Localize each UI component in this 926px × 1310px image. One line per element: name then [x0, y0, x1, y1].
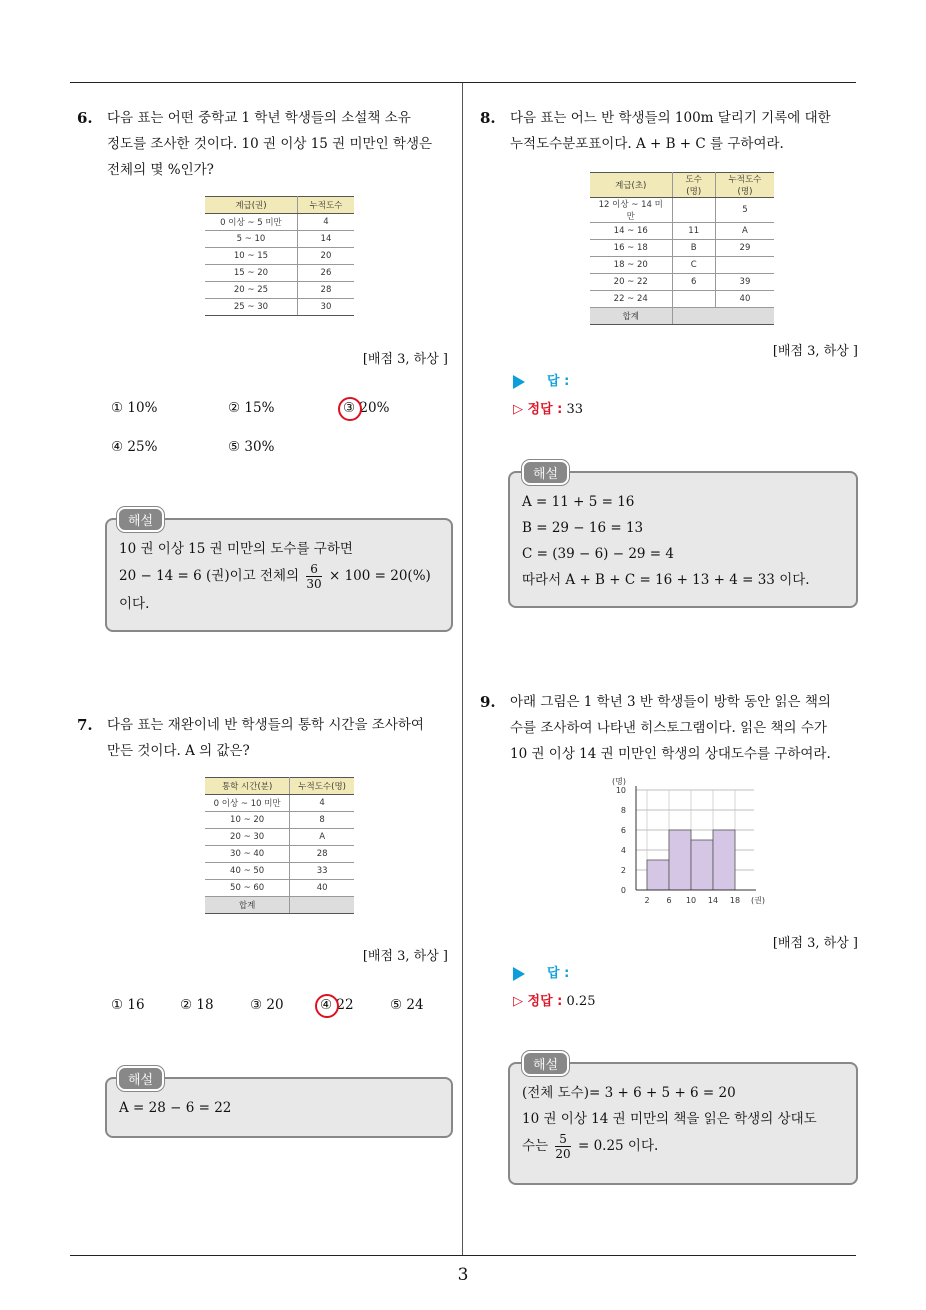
play-icon	[513, 967, 525, 981]
table-row: 0 이상 ~ 5 미만 4	[205, 214, 354, 231]
choice-1[interactable]: ① 16	[111, 997, 145, 1013]
explanation-label: 해설	[117, 507, 164, 532]
fraction: $\frac{5}{20}$	[555, 1132, 571, 1161]
play-icon	[513, 375, 525, 389]
x-tick-label: 10	[685, 896, 697, 905]
y-axis-label: (명)	[612, 777, 626, 786]
page-number: 3	[457, 1265, 469, 1285]
table-row: 10 ~ 15 20	[205, 248, 354, 265]
answer-circle-mark	[315, 994, 339, 1018]
q6-score: [배점 3, 하상 ]	[362, 352, 448, 367]
table-row: 20 ~ 25 28	[205, 282, 354, 299]
table-row: 12 이상 ~ 14 미만 5	[590, 198, 774, 223]
table-row: 합계	[590, 308, 774, 325]
question-number: 6.	[77, 109, 93, 127]
table-row: 합계	[205, 897, 354, 914]
table-row: 16 ~ 18 B 29	[590, 240, 774, 257]
table-row: 22 ~ 24 40	[590, 291, 774, 308]
x-tick-label: 18	[729, 896, 741, 905]
triangle-outline-icon: ▷	[513, 402, 528, 417]
q8-table: 계급(초) 도수(명) 누적도수(명) 12 이상 ~ 14 미만 5 14 ~ 16 11 A 16 ~ 18 B 29 18 ~ 20 C 20 ~ 22 6 39 22 ~ 24 40 합계	[590, 172, 774, 325]
q8-score: [배점 3, 하상 ]	[772, 344, 858, 359]
q6-table: 계급(권) 누적도수 0 이상 ~ 5 미만 4 5 ~ 10 14 10 ~ 15 20 15 ~ 20 26 20 ~ 25 28 25 ~ 30 30	[205, 196, 354, 316]
table-row: 18 ~ 20 C	[590, 257, 774, 274]
question-number: 8.	[480, 109, 496, 127]
table-row: 50 ~ 60 40	[205, 880, 354, 897]
q9-key-row: ▷ 정답 : 0.25	[513, 994, 596, 1009]
choice-2[interactable]: ② 18	[180, 997, 214, 1013]
choice-4[interactable]: ④ 25%	[111, 439, 158, 455]
question-9	[480, 689, 865, 767]
y-tick-label: 2	[620, 866, 626, 875]
explanation-label: 해설	[522, 1051, 569, 1076]
table-row: 40 ~ 50 33	[205, 863, 354, 880]
q9-answer-row: 답 :	[513, 962, 569, 981]
table-row: 0 이상 ~ 10 미만 4	[205, 795, 354, 812]
choice-3[interactable]: ③ 20	[250, 997, 284, 1013]
choice-3[interactable]: ③ 20%	[343, 400, 390, 416]
choice-4[interactable]: ④ 22	[320, 997, 354, 1013]
histogram-bar	[691, 840, 713, 890]
question-number: 9.	[480, 693, 496, 711]
bottom-rule	[70, 1255, 856, 1256]
x-tick-label: 2	[644, 896, 650, 905]
y-tick-label: 0	[620, 886, 626, 895]
choice-1[interactable]: ① 10%	[111, 400, 158, 416]
choice-5[interactable]: ⑤ 24	[390, 997, 424, 1013]
question-6	[77, 105, 462, 183]
choice-5[interactable]: ⑤ 30%	[228, 439, 275, 455]
histogram-bar	[647, 860, 669, 890]
question-text: 다음 표는 재완이네 반 학생들의 통학 시간을 조사하여 만든 것이다. A 의 값은?	[107, 717, 424, 759]
table-row: 20 ~ 30 A	[205, 829, 354, 846]
triangle-outline-icon: ▷	[513, 994, 528, 1009]
histogram-bar	[713, 830, 735, 890]
x-axis-label: (권)	[751, 896, 765, 905]
question-7	[77, 712, 462, 764]
q9-score: [배점 3, 하상 ]	[772, 936, 858, 951]
q9-explanation-box: (전체 도수)= 3 + 6 + 5 + 6 = 20 10 권 이상 14 권 미만의 책을 읽은 학생의 상대도 수는 $\frac{5}{20}$ = 0.25 이다.	[508, 1062, 858, 1185]
choice-2[interactable]: ② 15%	[228, 400, 275, 416]
question-text: 다음 표는 어떤 중학교 1 학년 학생들의 소설책 소유 정도를 조사한 것이다. 10 권 이상 15 권 미만인 학생은 전체의 몇 %인가?	[107, 110, 433, 178]
x-tick-label: 6	[666, 896, 672, 905]
question-text: 아래 그림은 1 학년 3 반 학생들이 방학 동안 읽은 책의 수를 조사하여 나타낸 히스토그램이다. 읽은 책의 수가 10 권 이상 14 권 미만인 학생의 상대도수를 구하여라.	[510, 694, 831, 762]
q7-explanation-box: A = 28 − 6 = 22	[105, 1077, 453, 1138]
q8-answer-row: 답 :	[513, 370, 569, 389]
y-tick-label: 8	[620, 806, 626, 815]
y-tick-label: 10	[615, 786, 626, 795]
question-number: 7.	[77, 716, 93, 734]
answer-circle-mark	[338, 397, 362, 421]
q8-key-row: ▷ 정답 : 33	[513, 402, 584, 417]
q7-table: 통학 시간(분) 누적도수(명) 0 이상 ~ 10 미만 4 10 ~ 20 8 20 ~ 30 A 30 ~ 40 28 40 ~ 50 33 50 ~ 60 40 합계	[205, 777, 354, 914]
q7-score: [배점 3, 하상 ]	[362, 949, 448, 964]
explanation-label: 해설	[117, 1066, 164, 1091]
table-row: 15 ~ 20 26	[205, 265, 354, 282]
table-row: 20 ~ 22 6 39	[590, 274, 774, 291]
y-tick-label: 4	[620, 846, 626, 855]
table-row: 14 ~ 16 11 A	[590, 223, 774, 240]
fraction: $\frac{6}{30}$	[306, 562, 322, 591]
table-row: 30 ~ 40 28	[205, 846, 354, 863]
question-text: 다음 표는 어느 반 학생들의 100m 달리기 기록에 대한 누적도수분포표이다. A + B + C 를 구하여라.	[510, 110, 831, 152]
column-divider	[462, 83, 463, 1255]
table-row: 5 ~ 10 14	[205, 231, 354, 248]
table-row: 10 ~ 20 8	[205, 812, 354, 829]
top-rule	[70, 82, 856, 83]
question-8	[480, 105, 865, 157]
table-row: 25 ~ 30 30	[205, 299, 354, 316]
histogram-bar	[669, 830, 691, 890]
y-tick-label: 6	[620, 826, 626, 835]
histogram-chart	[600, 772, 765, 912]
x-tick-label: 14	[707, 896, 719, 905]
q8-explanation-box: A = 11 + 5 = 16 B = 29 − 16 = 13 C = (39 − 6) − 29 = 4 따라서 A + B + C = 16 + 13 + 4 = 33 이다.	[508, 471, 858, 608]
q6-explanation-box: 10 권 이상 15 권 미만의 도수를 구하면 20 − 14 = 6 (권)이고 전체의 $\frac{6}{30}$ × 100 = 20(%) 이다.	[105, 518, 453, 632]
explanation-label: 해설	[522, 460, 569, 485]
